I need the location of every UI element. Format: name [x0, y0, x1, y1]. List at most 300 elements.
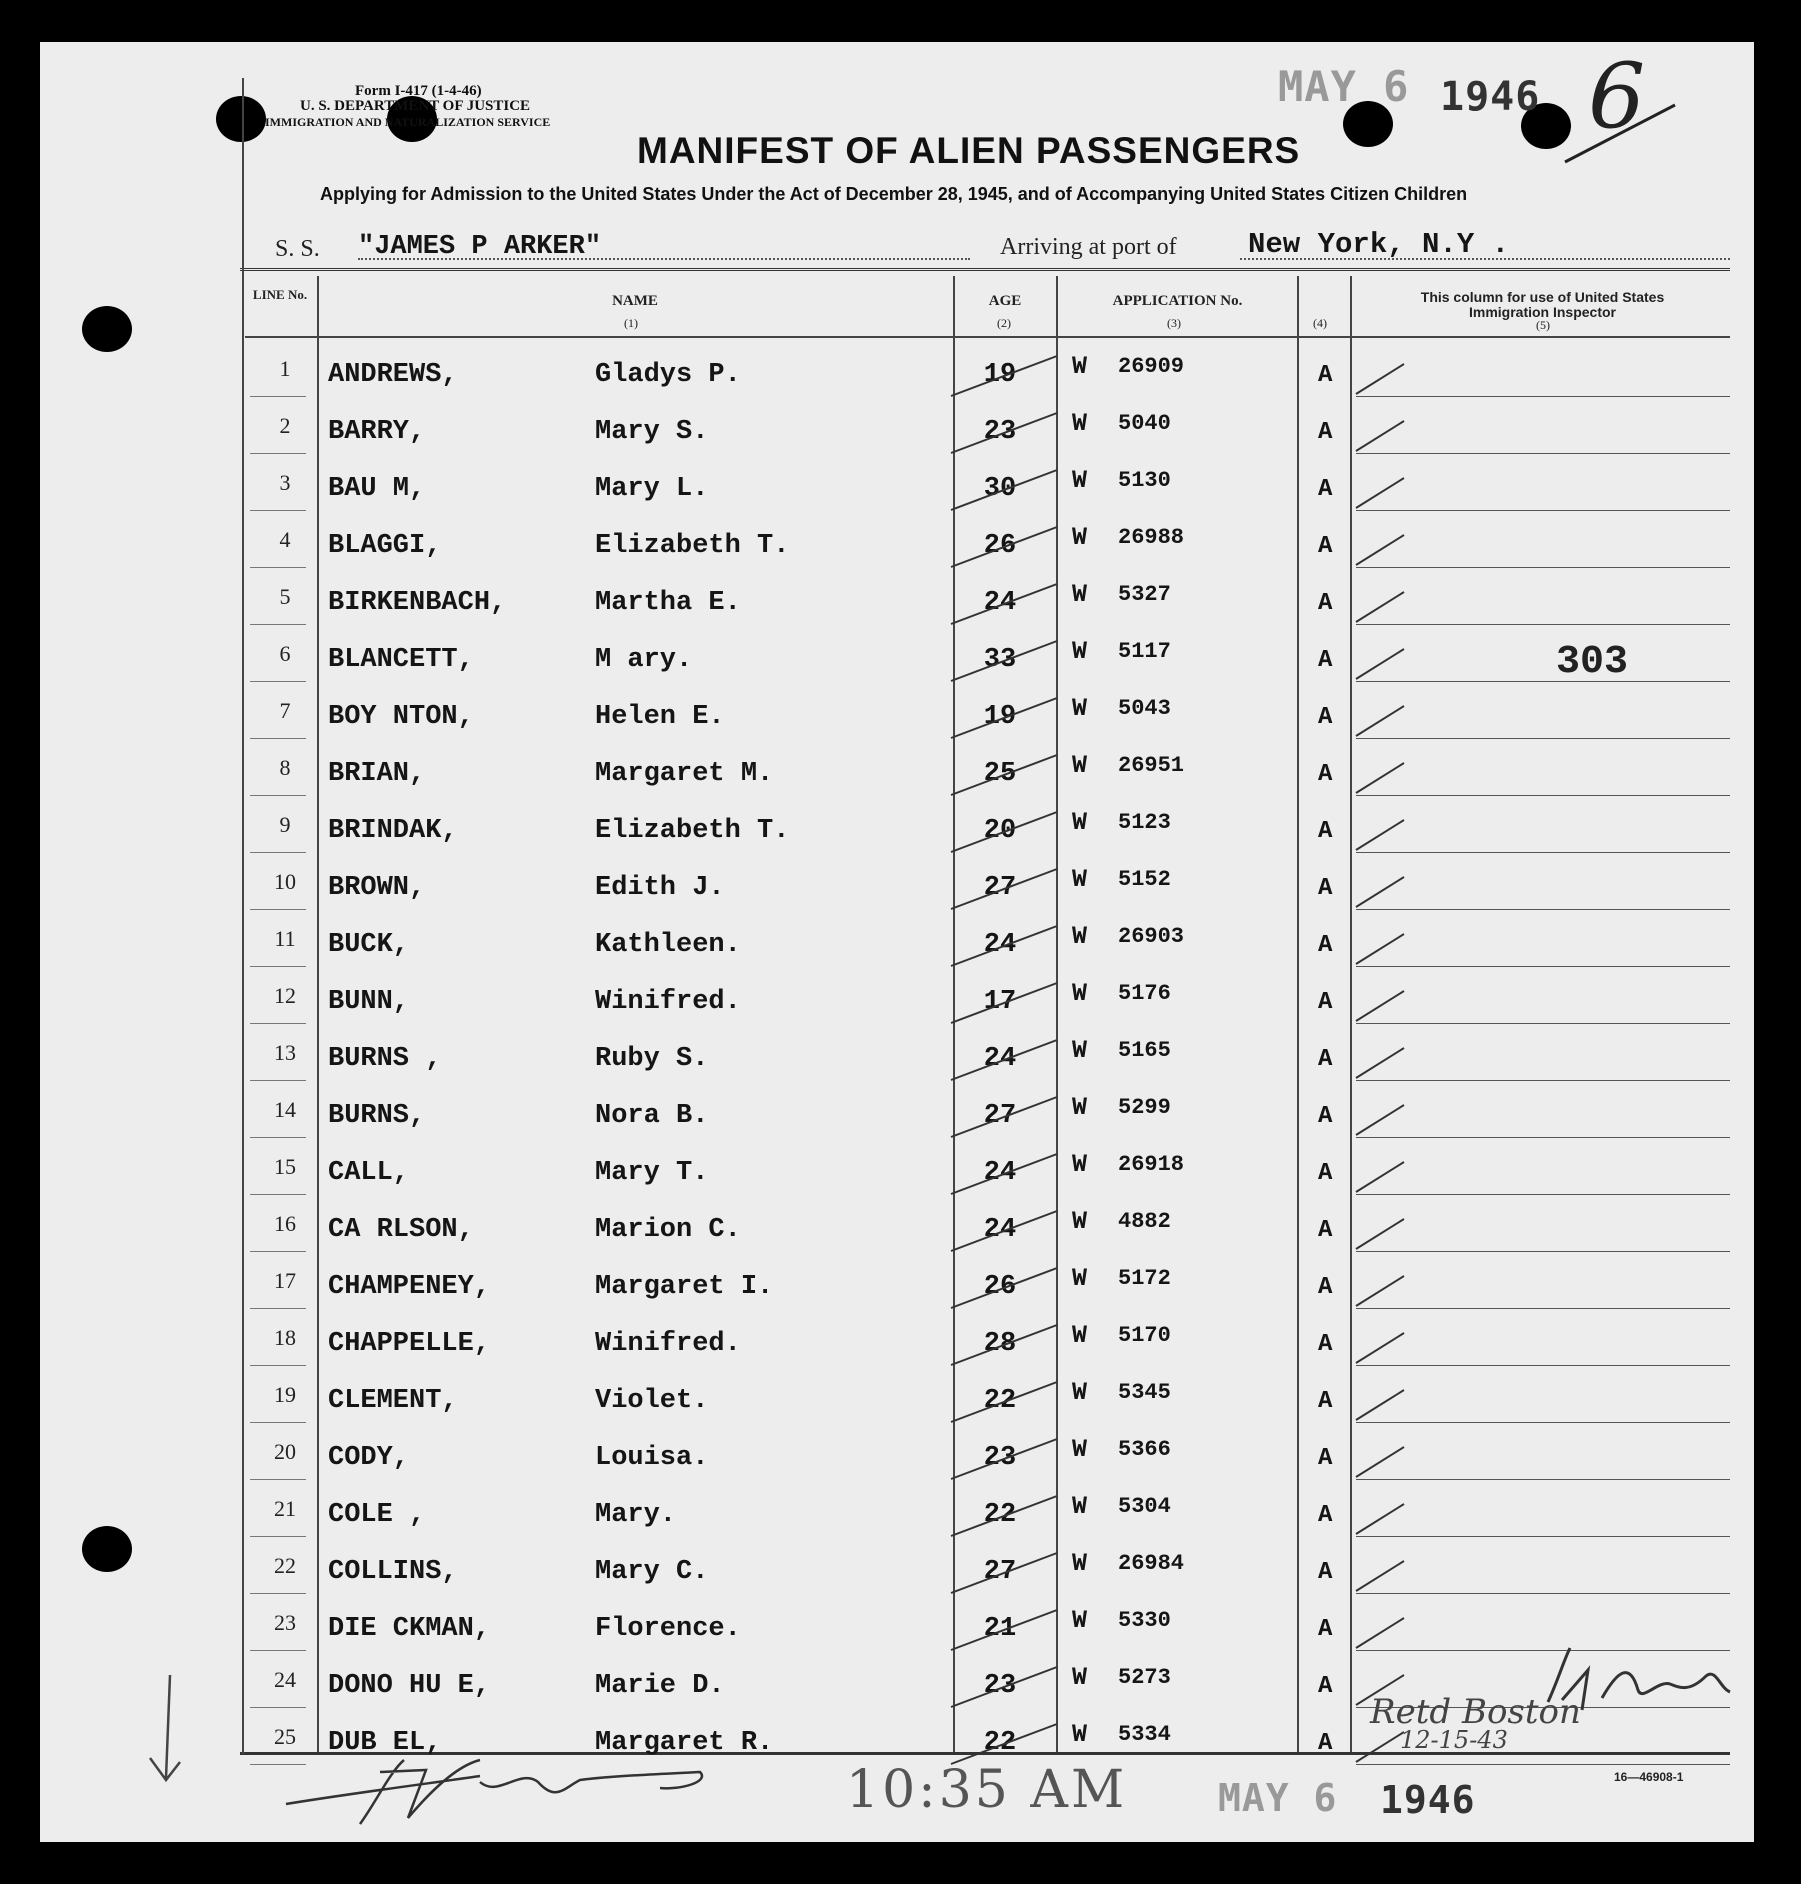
table-row — [0, 1264, 1801, 1321]
application-prefix: W — [1072, 466, 1088, 495]
table-row — [0, 1036, 1801, 1093]
inspector-check-mark — [1352, 472, 1412, 512]
table-row — [0, 580, 1801, 637]
arrow-mark — [142, 1670, 192, 1790]
passenger-surname: BIRKENBACH, — [328, 588, 507, 618]
inspector-check-mark — [1352, 586, 1412, 626]
line-number: 23 — [274, 1610, 296, 1635]
row-rule — [250, 396, 306, 397]
inspector-check-mark — [1352, 1498, 1412, 1538]
inspector-row-rule — [1356, 1764, 1730, 1765]
passenger-age: 30 — [983, 474, 1017, 504]
year-stamp-bottom: 1946 — [1380, 1778, 1476, 1822]
row-rule — [250, 852, 306, 853]
age-check-mark — [945, 1321, 1065, 1371]
application-number: 5172 — [1118, 1266, 1171, 1291]
page-mark-slash — [1560, 100, 1680, 170]
page-title: MANIFEST OF ALIEN PASSENGERS — [637, 130, 1301, 171]
status-mark: A — [1318, 1217, 1333, 1244]
passenger-age: 26 — [983, 531, 1017, 561]
inspector-check-mark — [1352, 928, 1412, 968]
ship-name: "JAMES P ARKER" — [358, 232, 602, 262]
passenger-surname: DONO HU E, — [328, 1671, 491, 1701]
status-mark: A — [1318, 761, 1333, 788]
application-prefix: W — [1072, 1549, 1088, 1578]
row-rule — [250, 1308, 306, 1309]
inspector-row-rule — [1356, 1479, 1730, 1480]
inspector-row-rule — [1356, 681, 1730, 682]
application-prefix: W — [1072, 1150, 1088, 1179]
inspector-row-rule — [1356, 1080, 1730, 1081]
application-prefix: W — [1072, 1435, 1088, 1464]
table-row — [0, 637, 1801, 694]
inspector-check-mark — [1352, 358, 1412, 398]
inspector-row-rule — [1356, 738, 1730, 739]
inspector-check-mark — [1352, 700, 1412, 740]
table-row — [0, 1435, 1801, 1492]
inspector-row-rule — [1356, 1365, 1730, 1366]
row-rule — [250, 795, 306, 796]
application-prefix: W — [1072, 1378, 1088, 1407]
age-check-mark — [945, 1492, 1065, 1542]
application-number: 26988 — [1118, 525, 1185, 550]
application-prefix: W — [1072, 979, 1088, 1008]
status-mark: A — [1318, 590, 1333, 617]
application-prefix: W — [1072, 865, 1088, 894]
application-number: 5117 — [1118, 639, 1171, 664]
passenger-given-name: Edith J. — [595, 873, 725, 903]
col-header-name: NAME — [612, 293, 658, 309]
age-check-mark — [945, 1264, 1065, 1314]
passenger-given-name: Louisa. — [595, 1443, 709, 1473]
age-check-mark — [945, 808, 1065, 858]
passenger-age: 19 — [983, 360, 1017, 390]
passenger-age: 27 — [983, 1101, 1017, 1131]
row-rule — [250, 1365, 306, 1366]
age-check-mark — [945, 466, 1065, 516]
status-mark: A — [1318, 932, 1333, 959]
table-top-rule — [240, 268, 1730, 271]
passenger-surname: ANDREWS, — [328, 360, 458, 390]
passenger-given-name: Margaret M. — [595, 759, 774, 789]
passenger-given-name: Violet. — [595, 1386, 709, 1416]
inspector-row-rule — [1356, 567, 1730, 568]
inspector-row-rule — [1356, 396, 1730, 397]
application-number: 5152 — [1118, 867, 1171, 892]
passenger-given-name: M ary. — [595, 645, 693, 675]
status-mark: A — [1318, 1730, 1333, 1757]
table-row — [0, 1321, 1801, 1378]
row-rule — [250, 624, 306, 625]
age-check-mark — [945, 409, 1065, 459]
table-row — [0, 922, 1801, 979]
application-number: 5130 — [1118, 468, 1171, 493]
row-rule — [250, 1536, 306, 1537]
status-mark: A — [1318, 875, 1333, 902]
passenger-surname: CA RLSON, — [328, 1215, 474, 1245]
status-mark: A — [1318, 1103, 1333, 1130]
page-subtitle: Applying for Admission to the United States Under the Act of December 28, 1945, and of Accompanying United States Citizen Children — [320, 184, 1468, 204]
application-number: 26951 — [1118, 753, 1185, 778]
passenger-age: 26 — [983, 1272, 1017, 1302]
table-row — [0, 1207, 1801, 1264]
application-number: 4882 — [1118, 1209, 1171, 1234]
row-rule — [250, 510, 306, 511]
row-rule — [250, 1650, 306, 1651]
application-prefix: W — [1072, 523, 1088, 552]
status-mark: A — [1318, 1388, 1333, 1415]
line-number: 14 — [274, 1097, 296, 1122]
row-rule — [250, 1479, 306, 1480]
inspector-row-rule — [1356, 1422, 1730, 1423]
passenger-surname: COLE , — [328, 1500, 426, 1530]
age-check-mark — [945, 694, 1065, 744]
application-prefix: W — [1072, 808, 1088, 837]
age-check-mark — [945, 865, 1065, 915]
passenger-given-name: Mary C. — [595, 1557, 709, 1587]
age-check-mark — [945, 1606, 1065, 1656]
application-number: 5330 — [1118, 1608, 1171, 1633]
col-header-col4: (4) — [1313, 316, 1327, 330]
status-mark: A — [1318, 533, 1333, 560]
passenger-given-name: Elizabeth T. — [595, 816, 790, 846]
passenger-age: 33 — [983, 645, 1017, 675]
status-mark: A — [1318, 647, 1333, 674]
arrival-port: New York, N.Y . — [1248, 228, 1510, 261]
passenger-surname: BURNS , — [328, 1044, 442, 1074]
col-header-line-no: LINE No. — [252, 287, 308, 302]
line-number: 13 — [274, 1040, 296, 1065]
status-mark: A — [1318, 1445, 1333, 1472]
inspector-initials-signature — [1530, 1640, 1740, 1720]
row-rule — [250, 966, 306, 967]
passenger-surname: BAU M, — [328, 474, 426, 504]
age-check-mark — [945, 637, 1065, 687]
row-rule — [250, 1137, 306, 1138]
inspector-row-rule — [1356, 1137, 1730, 1138]
form-print-code: 16—46908-1 — [1614, 1770, 1684, 1784]
table-row — [0, 1549, 1801, 1606]
age-check-mark — [945, 1093, 1065, 1143]
application-number: 5327 — [1118, 582, 1171, 607]
passenger-given-name: Martha E. — [595, 588, 741, 618]
passenger-surname: BLANCETT, — [328, 645, 474, 675]
passenger-age: 17 — [983, 987, 1017, 1017]
status-mark: A — [1318, 476, 1333, 503]
passenger-given-name: Winifred. — [595, 1329, 741, 1359]
status-mark: A — [1318, 1616, 1333, 1643]
inspector-check-mark — [1352, 1384, 1412, 1424]
application-prefix: W — [1072, 1606, 1088, 1635]
line-number: 22 — [274, 1553, 296, 1578]
application-number: 5165 — [1118, 1038, 1171, 1063]
line-number: 1 — [279, 356, 291, 381]
arrival-time: 10:35 AM — [846, 1760, 1128, 1820]
passenger-age: 28 — [983, 1329, 1017, 1359]
age-check-mark — [945, 751, 1065, 801]
passenger-age: 24 — [983, 1044, 1017, 1074]
passenger-age: 25 — [983, 759, 1017, 789]
table-row — [0, 808, 1801, 865]
status-mark: A — [1318, 1559, 1333, 1586]
application-number: 5273 — [1118, 1665, 1171, 1690]
passenger-surname: BURNS, — [328, 1101, 426, 1131]
inspector-row-rule — [1356, 909, 1730, 910]
handwritten-page-mark: 6 — [1588, 44, 1646, 149]
inspector-row-rule — [1356, 852, 1730, 853]
line-number: 12 — [274, 983, 296, 1008]
passenger-age: 23 — [983, 417, 1017, 447]
status-mark: A — [1318, 1274, 1333, 1301]
passenger-surname: BRIAN, — [328, 759, 426, 789]
col-header-age-num: (2) — [997, 316, 1011, 330]
passenger-given-name: Mary. — [595, 1500, 677, 1530]
table-row — [0, 751, 1801, 808]
application-prefix: W — [1072, 1321, 1088, 1350]
passenger-surname: CHAMPENEY, — [328, 1272, 491, 1302]
inspector-check-mark — [1352, 757, 1412, 797]
row-rule — [250, 1251, 306, 1252]
application-number: 5040 — [1118, 411, 1171, 436]
row-rule — [250, 1023, 306, 1024]
col-header-inspector: This column for use of United States Immigration Inspector — [1420, 289, 1665, 320]
passenger-age: 23 — [983, 1443, 1017, 1473]
passenger-age: 19 — [983, 702, 1017, 732]
inspector-check-mark — [1352, 985, 1412, 1025]
passenger-surname: CALL, — [328, 1158, 410, 1188]
table-row — [0, 1492, 1801, 1549]
header-bottom-rule — [245, 336, 1730, 338]
status-mark: A — [1318, 1046, 1333, 1073]
form-number: Form I-417 (1-4-46) — [355, 83, 482, 99]
passenger-age: 22 — [983, 1500, 1017, 1530]
application-prefix: W — [1072, 922, 1088, 951]
inspector-check-mark — [1352, 1099, 1412, 1139]
application-prefix: W — [1072, 1492, 1088, 1521]
age-check-mark — [945, 523, 1065, 573]
inspector-row-rule — [1356, 795, 1730, 796]
age-check-mark — [945, 1207, 1065, 1257]
application-number: 5304 — [1118, 1494, 1171, 1519]
inspector-row-rule — [1356, 510, 1730, 511]
inspector-row-rule — [1356, 1536, 1730, 1537]
application-prefix: W — [1072, 1663, 1088, 1692]
passenger-given-name: Kathleen. — [595, 930, 741, 960]
row-rule — [250, 1707, 306, 1708]
line-number: 16 — [274, 1211, 296, 1236]
inspector-check-mark — [1352, 529, 1412, 569]
row-rule — [250, 738, 306, 739]
passenger-given-name: Nora B. — [595, 1101, 709, 1131]
line-number: 18 — [274, 1325, 296, 1350]
application-prefix: W — [1072, 352, 1088, 381]
passenger-age: 27 — [983, 1557, 1017, 1587]
bottom-signature — [280, 1742, 720, 1842]
passenger-given-name: Margaret R. — [595, 1728, 774, 1758]
passenger-age: 24 — [983, 930, 1017, 960]
col-header-application: APPLICATION No. — [1112, 293, 1243, 309]
inspector-check-mark — [1352, 1270, 1412, 1310]
passenger-age: 20 — [983, 816, 1017, 846]
age-check-mark — [945, 1378, 1065, 1428]
passenger-given-name: Marie D. — [595, 1671, 725, 1701]
passenger-surname: BOY NTON, — [328, 702, 474, 732]
inspector-check-mark — [1352, 1213, 1412, 1253]
application-prefix: W — [1072, 580, 1088, 609]
inspector-check-mark — [1352, 871, 1412, 911]
passenger-age: 21 — [983, 1614, 1017, 1644]
form-service: IMMIGRATION AND NATURALIZATION SERVICE — [265, 115, 551, 129]
age-check-mark — [945, 979, 1065, 1029]
row-rule — [250, 1194, 306, 1195]
application-prefix: W — [1072, 1720, 1088, 1749]
table-row — [0, 865, 1801, 922]
application-number: 26918 — [1118, 1152, 1185, 1177]
punch-hole — [216, 96, 266, 142]
status-mark: A — [1318, 818, 1333, 845]
inspector-check-mark — [1352, 1555, 1412, 1595]
date-stamp-bottom: MAY 6 — [1218, 1776, 1338, 1820]
row-rule — [250, 453, 306, 454]
application-number: 5334 — [1118, 1722, 1171, 1747]
status-mark: A — [1318, 1331, 1333, 1358]
application-prefix: W — [1072, 751, 1088, 780]
passenger-surname: BRINDAK, — [328, 816, 458, 846]
application-number: 26984 — [1118, 1551, 1185, 1576]
line-number: 3 — [279, 470, 291, 495]
row-rule — [250, 1422, 306, 1423]
inspector-row-rule — [1356, 624, 1730, 625]
application-number: 5366 — [1118, 1437, 1171, 1462]
table-row — [0, 694, 1801, 751]
line-number: 17 — [274, 1268, 296, 1293]
age-check-mark — [945, 580, 1065, 630]
line-number: 8 — [279, 755, 291, 780]
col-header-age: AGE — [988, 293, 1022, 309]
passenger-given-name: Helen E. — [595, 702, 725, 732]
application-prefix: W — [1072, 637, 1088, 666]
inspector-count: 303 — [1556, 640, 1629, 685]
passenger-given-name: Mary T. — [595, 1158, 709, 1188]
passenger-surname: BARRY, — [328, 417, 426, 447]
punch-hole — [82, 306, 132, 352]
table-row — [0, 1093, 1801, 1150]
status-mark: A — [1318, 1160, 1333, 1187]
arriving-label: Arriving at port of — [1000, 234, 1177, 260]
status-mark: A — [1318, 1673, 1333, 1700]
passenger-given-name: Winifred. — [595, 987, 741, 1017]
table-row — [0, 1150, 1801, 1207]
status-mark: A — [1318, 419, 1333, 446]
passenger-surname: BROWN, — [328, 873, 426, 903]
application-prefix: W — [1072, 694, 1088, 723]
passenger-age: 22 — [983, 1386, 1017, 1416]
line-number: 25 — [274, 1724, 296, 1749]
application-prefix: W — [1072, 1264, 1088, 1293]
passenger-surname: BUCK, — [328, 930, 410, 960]
status-mark: A — [1318, 1502, 1333, 1529]
age-check-mark — [945, 1036, 1065, 1086]
passenger-given-name: Marion C. — [595, 1215, 741, 1245]
line-number: 7 — [279, 698, 291, 723]
application-prefix: W — [1072, 1207, 1088, 1236]
application-prefix: W — [1072, 1093, 1088, 1122]
age-check-mark — [945, 1435, 1065, 1485]
age-check-mark — [945, 1549, 1065, 1599]
line-number: 4 — [279, 527, 291, 552]
date-stamp-top: MAY 6 — [1278, 62, 1410, 111]
inspector-note: Retd Boston — [1370, 1692, 1581, 1732]
passenger-age: 27 — [983, 873, 1017, 903]
age-check-mark — [945, 922, 1065, 972]
inspector-check-mark — [1352, 1612, 1412, 1652]
inspector-check-mark — [1352, 1327, 1412, 1367]
col-header-inspector-num: (5) — [1536, 318, 1550, 332]
passenger-surname: DIE CKMAN, — [328, 1614, 491, 1644]
status-mark: A — [1318, 704, 1333, 731]
application-number: 5043 — [1118, 696, 1171, 721]
inspector-check-mark — [1352, 1441, 1412, 1481]
passenger-given-name: Ruby S. — [595, 1044, 709, 1074]
status-mark: A — [1318, 362, 1333, 389]
line-number: 24 — [274, 1667, 296, 1692]
year-stamp-top: 1946 — [1440, 74, 1541, 120]
table-row — [0, 979, 1801, 1036]
line-number: 21 — [274, 1496, 296, 1521]
line-number: 2 — [279, 413, 291, 438]
passenger-given-name: Elizabeth T. — [595, 531, 790, 561]
application-number: 5170 — [1118, 1323, 1171, 1348]
line-number: 20 — [274, 1439, 296, 1464]
inspector-row-rule — [1356, 1593, 1730, 1594]
inspector-check-mark — [1352, 415, 1412, 455]
row-rule — [250, 909, 306, 910]
passenger-age: 24 — [983, 588, 1017, 618]
passenger-surname: DUB EL, — [328, 1728, 442, 1758]
line-number: 19 — [274, 1382, 296, 1407]
table-row — [0, 466, 1801, 523]
passenger-given-name: Gladys P. — [595, 360, 741, 390]
inspector-row-rule — [1356, 453, 1730, 454]
passenger-surname: CLEMENT, — [328, 1386, 458, 1416]
passenger-surname: BLAGGI, — [328, 531, 442, 561]
inspector-row-rule — [1356, 1251, 1730, 1252]
table-row — [0, 1378, 1801, 1435]
application-number: 26909 — [1118, 354, 1185, 379]
arrival-port-underline — [1240, 258, 1730, 260]
passenger-age: 23 — [983, 1671, 1017, 1701]
ship-prefix: S. S. — [275, 236, 320, 262]
ship-name-underline — [358, 258, 970, 260]
passenger-age: 24 — [983, 1158, 1017, 1188]
age-check-mark — [945, 1663, 1065, 1713]
age-check-mark — [945, 1150, 1065, 1200]
passenger-given-name: Florence. — [595, 1614, 741, 1644]
application-prefix: W — [1072, 409, 1088, 438]
inspector-row-rule — [1356, 966, 1730, 967]
passenger-age: 24 — [983, 1215, 1017, 1245]
inspector-check-mark — [1352, 1042, 1412, 1082]
application-number: 26903 — [1118, 924, 1185, 949]
col-header-application-num: (3) — [1167, 316, 1181, 330]
passenger-surname: CODY, — [328, 1443, 410, 1473]
application-number: 5345 — [1118, 1380, 1171, 1405]
application-number: 5123 — [1118, 810, 1171, 835]
line-number: 9 — [279, 812, 291, 837]
line-number: 5 — [279, 584, 291, 609]
row-rule — [250, 567, 306, 568]
inspector-check-mark — [1352, 643, 1412, 683]
